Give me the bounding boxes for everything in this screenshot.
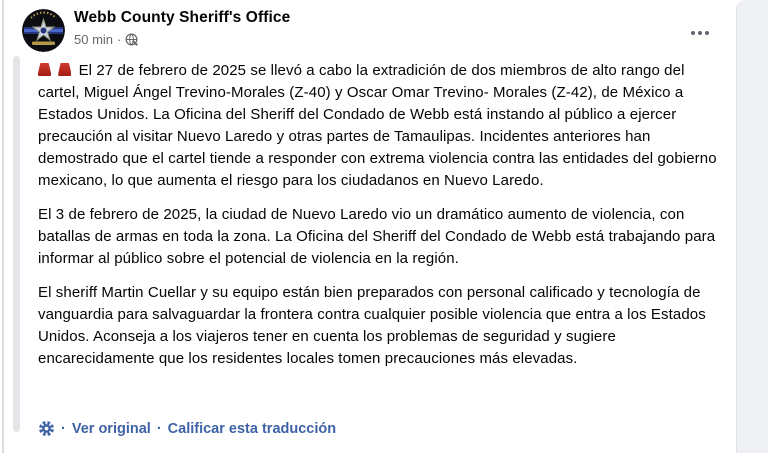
meta-separator: · (117, 32, 122, 47)
gear-icon (38, 420, 55, 437)
card-left-border (2, 0, 4, 453)
page-avatar[interactable] (22, 9, 65, 52)
post-body (38, 60, 722, 382)
translation-bar (38, 420, 336, 437)
scrollbar[interactable] (13, 56, 20, 432)
post-header (22, 8, 716, 54)
header-text (74, 9, 290, 47)
timestamp-link[interactable]: 50 min (74, 32, 114, 47)
post-options-button[interactable] (684, 20, 716, 46)
post-paragraph-2: El 3 de febrero de 2025, la ciudad de Nuevo Laredo vio un dramático aumento de violencia, con batallas de armas en toda la zona. La Oficina del Sheriff del Condado de Webb está trabajando para informar al público sobre el potencial de violencia en la región. (38, 206, 716, 267)
rotating-light-emoji (58, 63, 71, 76)
sheriff-badge-logo (22, 9, 65, 52)
separator: · (156, 420, 162, 437)
view-original-link[interactable]: Ver original (71, 420, 151, 437)
paragraph-text: El 27 de febrero de 2025 se llevó a cabo la extradición de dos miembros de alto rango del cartel, Miguel Ángel Trevino-Morales (Z-40) y Oscar Omar Trevino- Morales (Z-42), de México a Estados Unidos. La Oficina del Sheriff del Condado de Webb está instando al público a ejercer precaución al visitar Nuevo Laredo y otras partes de Tamaulipas. Incidentes anteriores han demostrado que el cartel tiende a responder con extrema violencia contra las entidades del gobierno mexicano, lo que aumenta el riesgo para los ciudadanos en Nuevo Laredo. (38, 62, 717, 189)
separator: · (61, 420, 66, 437)
post-paragraph-3: El sheriff Martin Cuellar y su equipo están bien preparados con personal calificado y tecnología de vanguardia para salvaguardar la frontera contra cualquier posible violencia que entra a los Estados Unidos. Aconseja a los viajeros tener en cuenta los problemas de seguridad y sugiere encarecidamente que los residentes locales tomen precauciones más elevadas. (38, 284, 706, 367)
post-paragraph-1 (38, 60, 722, 192)
ellipsis-icon (691, 31, 695, 35)
page-right-gutter (736, 0, 768, 453)
page-name-link[interactable]: Webb County Sheriff's Office (74, 9, 291, 26)
globe-public-icon (125, 33, 138, 46)
rotating-light-emoji (38, 63, 51, 76)
translation-settings-button[interactable] (38, 420, 55, 437)
rate-translation-link[interactable]: Calificar esta traducción (167, 420, 337, 437)
post-meta (74, 32, 290, 47)
